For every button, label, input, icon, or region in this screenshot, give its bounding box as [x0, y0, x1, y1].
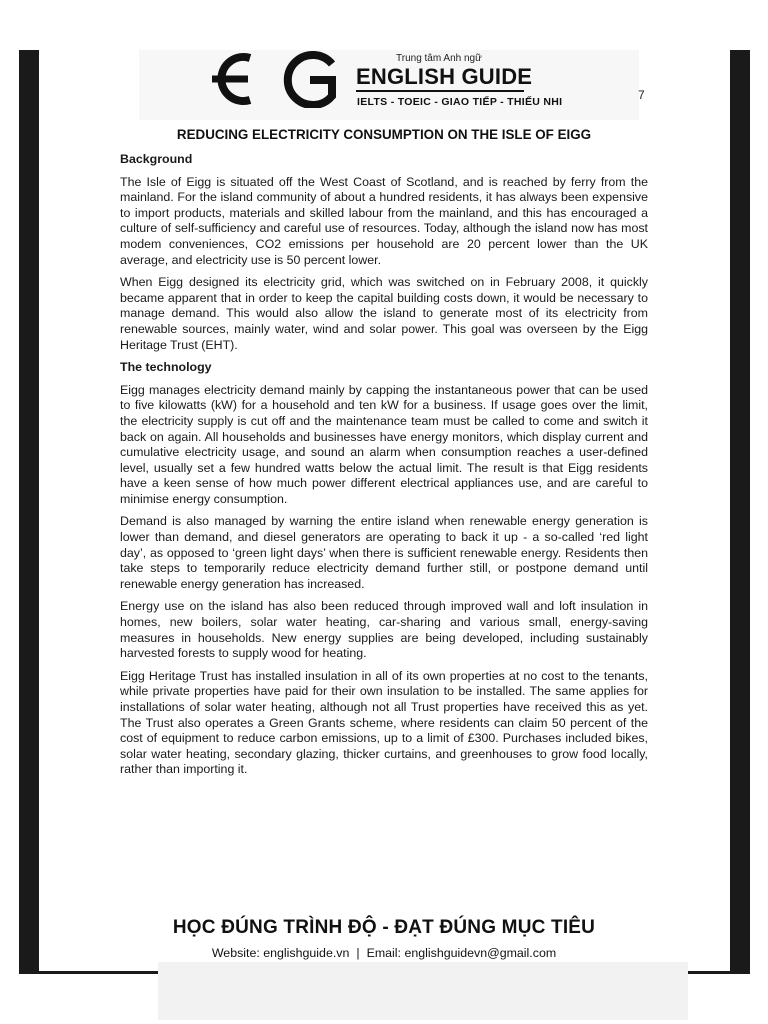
page-number: 7 [638, 88, 645, 102]
section-heading-technology: The technology [120, 360, 212, 375]
paragraph: The Isle of Eigg is situated off the West Coast of Scotland, and is reached by ferry from the mainland. For the island community of about a hundred residents, it has always been expensive to import products, materials and skilled labour from the mainland, and this has encouraged a culture of self-sufficiency and careful use of resources. Today, although the island now has most modem conveniences, CO2 emissions per household are 20 percent lower than the UK average, and electricity use is 50 percent lower. [120, 174, 648, 267]
footer-contact [119, 946, 649, 960]
brand-subtitle: Trung tâm Anh ngữ [396, 53, 482, 64]
brand-tagline: IELTS - TOEIC - GIAO TIẾP - THIẾU NHI [357, 96, 563, 108]
paragraph: Eigg Heritage Trust has installed insulation in all of its own properties at no cost to the tenants, while private properties have paid for their own insulation to be installed. The same applies for installations of solar water heating, although not all Trust properties have received this as yet. The Trust also operates a Green Grants scheme, where residents can claim 50 percent of the cost of equipment to reduce carbon emissions, up to a limit of £300. Purchases included bikes, solar water heating, secondary glazing, thicker curtains, and greenhouses to grow food locally, rather than importing it. [120, 668, 648, 777]
scan-border-right [730, 50, 750, 974]
section-heading-background: Background [120, 152, 193, 166]
brand-name: ENGLISH GUIDE [356, 64, 533, 89]
eg-logo-mark [202, 50, 340, 108]
email-link[interactable]: Email: englishguidevn@gmail.com [366, 946, 557, 960]
paragraph: When Eigg designed its electricity grid, which was switched on in February 2008, it quickly became apparent that in order to keep the capital building costs down, it would be necessary to manage demand. This would also allow the island to generate most of its electricity from renewable sources, mainly water, wind and solar power. This goal was overseen by the Eigg Heritage Trust (EHT). [120, 275, 648, 352]
website-link[interactable]: Website: englishguide.vn [211, 946, 350, 960]
english-guide-logo [202, 50, 340, 108]
paragraph: Demand is also managed by warning the entire island when renewable energy generation is lower than demand, and diesel generators are operating to back it up - a so-called ‘red light day’, as opposed to ‘green light days’ when there is sufficient renewable energy. Residents then take steps to temporarily reduce electricity demand further still, or postpone demand until renewable energy generation has increased. [120, 514, 648, 591]
footer-band [158, 962, 688, 1020]
document-body [120, 152, 648, 785]
paragraph: Energy use on the island has also been reduced through improved wall and loft insulation in homes, new boilers, solar water heating, car-sharing and various small, energy-saving measures in households. New energy supplies are being developed, including sustainably harvested forests to supply wood for heating. [120, 599, 648, 661]
brand-divider [356, 90, 524, 92]
scan-border-left [19, 50, 39, 974]
contact-separator: | [356, 946, 360, 960]
document-title: REDUCING ELECTRICITY CONSUMPTION ON THE ISLE OF EIGG [176, 127, 592, 142]
footer-slogan: HỌC ĐÚNG TRÌNH ĐỘ - ĐẠT ĐÚNG MỤC TIÊU [172, 917, 596, 938]
paragraph: Eigg manages electricity demand mainly by capping the instantaneous power that can be used to five kilowatts (kW) for a household and ten kW for a business. If usage goes over the limit, the electricity supply is cut off and the maintenance team must be called to come and switch it back on again. All households and businesses have energy monitors, which display current and cumulative electricity usage, and sound an alarm when consumption reaches a user-defined level, usually set a few hundred watts below the actual limit. The result is that Eigg residents have a keen sense of how much power different electrical appliances use, and are careful to minimise energy consumption. [120, 382, 648, 506]
